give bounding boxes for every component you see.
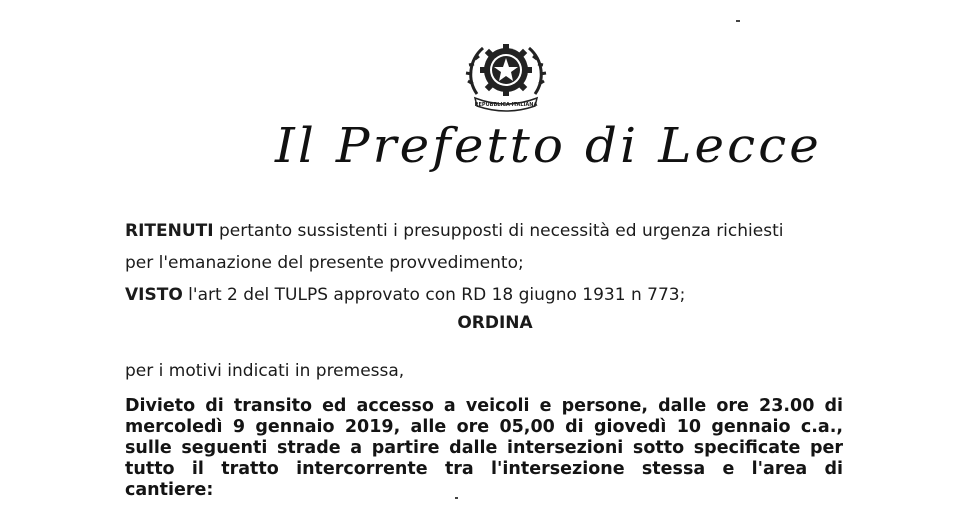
ritenuti-text: pertanto sussistenti i presupposti di necessità ed urgenza richiesti: [213, 221, 784, 241]
scan-speck: [455, 497, 458, 499]
emblem-inscription: REPUBBLICA ITALIANA: [474, 102, 538, 108]
italian-republic-emblem-icon: [463, 36, 549, 112]
divieto-paragraph: [125, 396, 843, 501]
motivi-line: per i motivi indicati in premessa,: [125, 361, 405, 381]
divieto-line: Divieto di transito ed accesso a veicoli e persone, dalle ore 23.00 di: [125, 396, 843, 416]
ritenuti-line-2: per l'emanazione del presente provvedimento;: [125, 253, 524, 273]
document-title: Il Prefetto di Lecce: [275, 118, 822, 174]
visto-text: l'art 2 del TULPS approvato con RD 18 giugno 1931 n 773;: [182, 285, 686, 305]
divieto-line: tutto il tratto intercorrente tra l'intersezione stessa e l'area di: [125, 459, 843, 479]
ritenuti-line-1: [125, 217, 783, 245]
scan-speck: [736, 20, 740, 22]
visto-keyword: VISTO: [125, 285, 183, 305]
divieto-line: sulle seguenti strade a partire dalle intersezioni sotto specificate per: [125, 438, 843, 458]
ritenuti-keyword: RITENUTI: [125, 221, 214, 241]
divieto-line: mercoledì 9 gennaio 2019, alle ore 05,00 di giovedì 10 gennaio c.a.,: [125, 417, 843, 437]
visto-line: [125, 281, 685, 309]
ordina-heading: ORDINA: [457, 313, 533, 333]
divieto-line: cantiere:: [125, 480, 214, 500]
